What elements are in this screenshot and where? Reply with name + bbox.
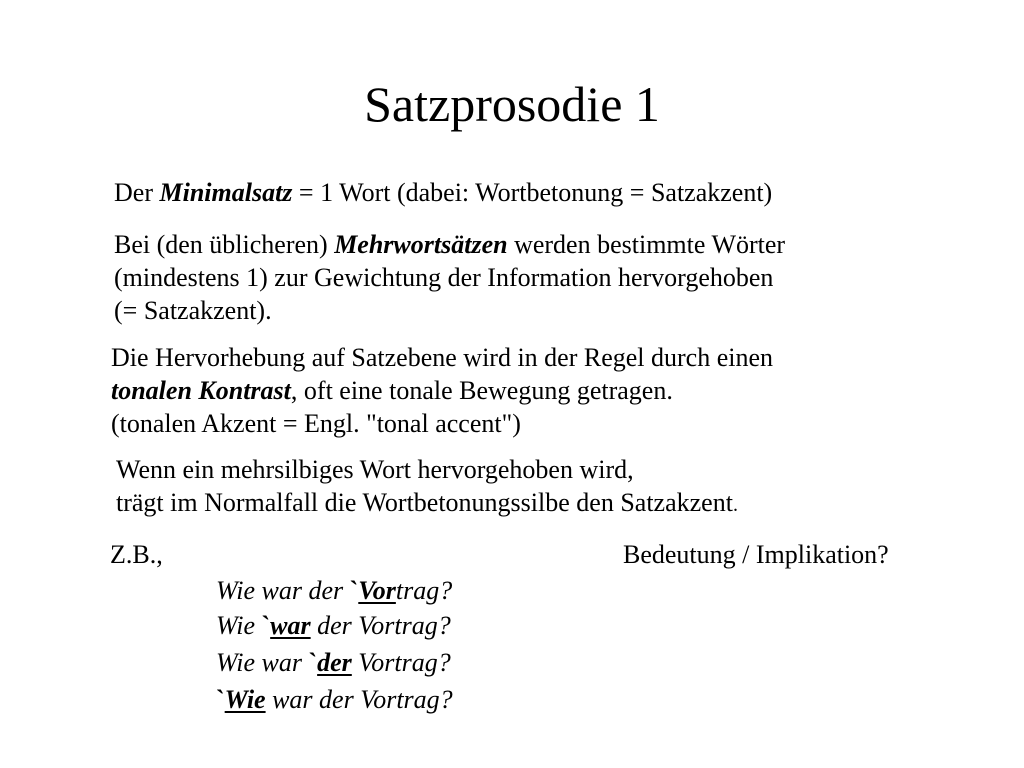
text: Der (114, 178, 160, 207)
examples-label: Z.B., (110, 540, 163, 569)
accent-mark: ` (216, 685, 225, 714)
example-sentence (216, 646, 451, 679)
text: Wie (216, 611, 262, 640)
accent-mark: ` (349, 576, 359, 605)
line (114, 228, 785, 261)
text: werden bestimmte Wörter (507, 230, 786, 259)
term-minimalsatz: Minimalsatz (159, 178, 293, 207)
text: Wie war (216, 648, 309, 677)
line: Die Hervorhebung auf Satzebene wird in der Regel durch einen (111, 343, 774, 372)
line: (= Satzakzent). (114, 296, 272, 325)
accent-mark: ` (308, 648, 318, 677)
accent-mark: ` (261, 611, 271, 640)
term-mehrwortsaetze: Mehrwortsätzen (334, 230, 508, 259)
text: Bei (den üblicheren) (114, 230, 335, 259)
stressed-word: Vor (358, 576, 396, 605)
text: = 1 Wort (dabei: Wortbetonung = Satzakzent) (292, 178, 773, 207)
paragraph-mehrsilbiges-wort (116, 453, 738, 522)
line: (tonalen Akzent = Engl. "tonal accent") (111, 409, 521, 438)
text: , oft eine tonale Bewegung getragen. (290, 376, 673, 405)
example-sentence (216, 683, 453, 716)
line (111, 374, 773, 407)
stressed-word: war (270, 611, 311, 640)
text: Wie war der (216, 576, 350, 605)
text: war der Vortrag? (265, 685, 453, 714)
term-tonalen-kontrast: tonalen Kontrast (111, 376, 291, 405)
text: Vortrag? (351, 648, 451, 677)
line: Wenn ein mehrsilbiges Wort hervorgehoben wird, (116, 455, 634, 484)
text: . (732, 494, 738, 516)
text: trag? (395, 576, 453, 605)
text: der Vortrag? (310, 611, 451, 640)
stressed-word: Wie (224, 685, 266, 714)
meaning-question: Bedeutung / Implikation? (623, 540, 889, 569)
line: (mindestens 1) zur Gewichtung der Information hervorgehoben (114, 263, 774, 292)
stressed-word: der (317, 648, 352, 677)
paragraph-hervorhebung (111, 341, 773, 440)
example-sentence (216, 574, 452, 607)
paragraph-minimalsatz (114, 176, 772, 209)
example-sentence (216, 609, 451, 642)
paragraph-mehrwortsaetze (114, 228, 785, 327)
slide-title: Satzprosodie 1 (364, 76, 660, 132)
text: trägt im Normalfall die Wortbetonungssilbe den Satzakzent (116, 488, 733, 517)
line (116, 486, 738, 522)
